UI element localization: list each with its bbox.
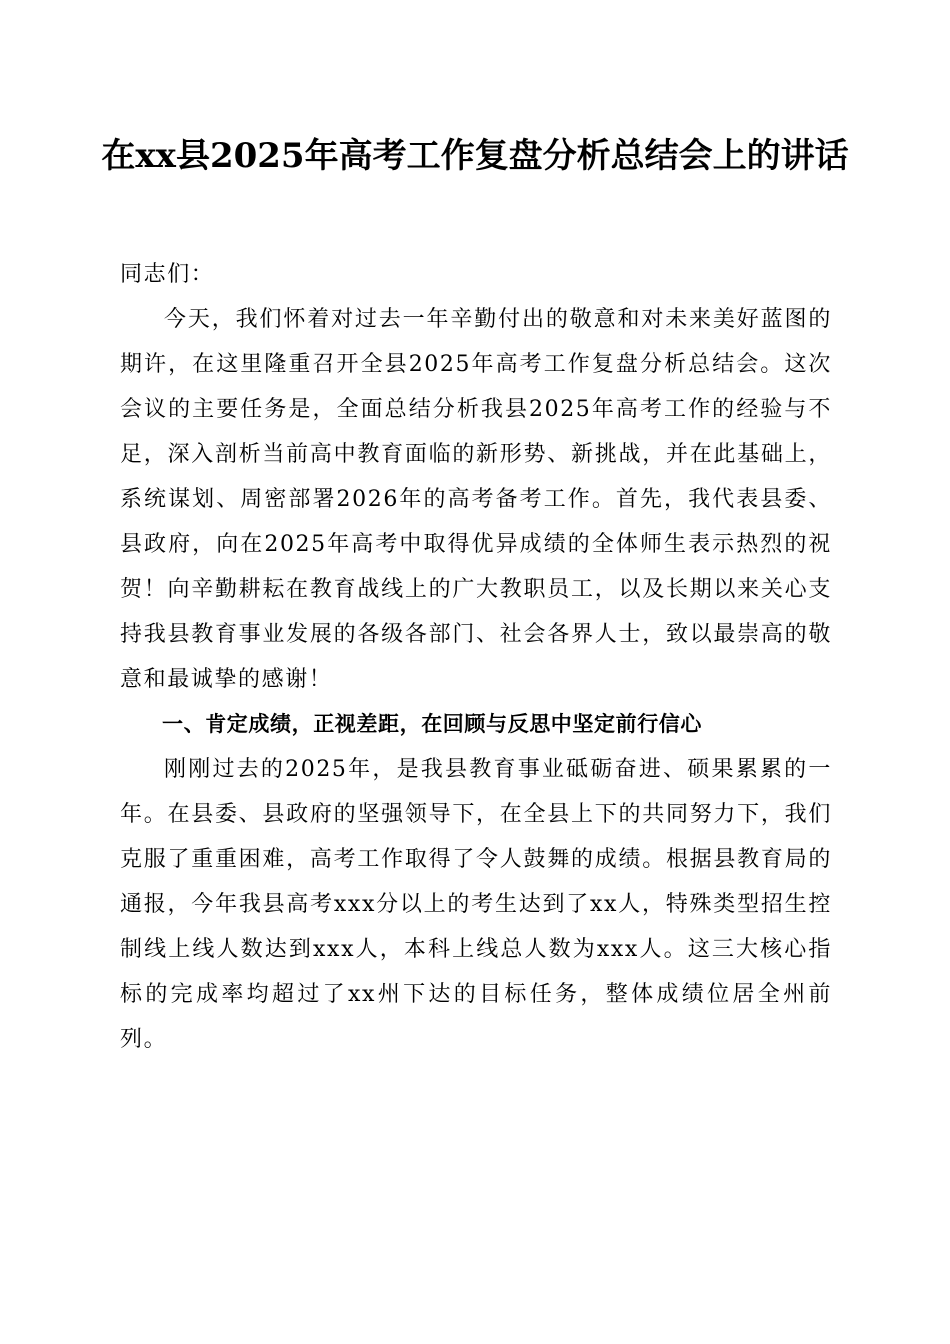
intro-paragraph: 今天，我们怀着对过去一年辛勤付出的敬意和对未来美好蓝图的期许，在这里隆重召开全县2025年高考工作复盘分析总结会。这次会议的主要任务是，全面总结分析我县2025年高考工作的经验与不足，深入剖析当前高中教育面临的新形势、新挑战，并在此基础上，系统谋划、周密部署2026年的高考备考工作。首先，我代表县委、县政府，向在2025年高考中取得优异成绩的全体师生表示热烈的祝贺！向辛勤耕耘在教育战线上的广大教职员工，以及长期以来关心支持我县教育事业发展的各级各部门、社会各界人士，致以最崇高的敬意和最诚挚的感谢！ [120,307,832,692]
section-paragraph: 刚刚过去的2025年，是我县教育事业砥砺奋进、硕果累累的一年。在县委、县政府的坚强领导下，在全县上下的共同努力下，我们克服了重重困难，高考工作取得了令人鼓舞的成绩。根据县教育局的通报，今年我县高考xxx分以上的考生达到了xx人，特殊类型招生控制线上线人数达到xxx人，本科上线总人数为xxx人。这三大核心指标的完成率均超过了xx州下达的目标任务，整体成绩位居全州前列。 [120,757,832,1052]
document-body [120,252,832,1062]
document-title: 在xx县2025年高考工作复盘分析总结会上的讲话 [101,136,849,176]
section-heading: 一、肯定成绩，正视差距，在回顾与反思中坚定前行信心 [162,712,702,736]
salutation: 同志们： [120,262,215,287]
